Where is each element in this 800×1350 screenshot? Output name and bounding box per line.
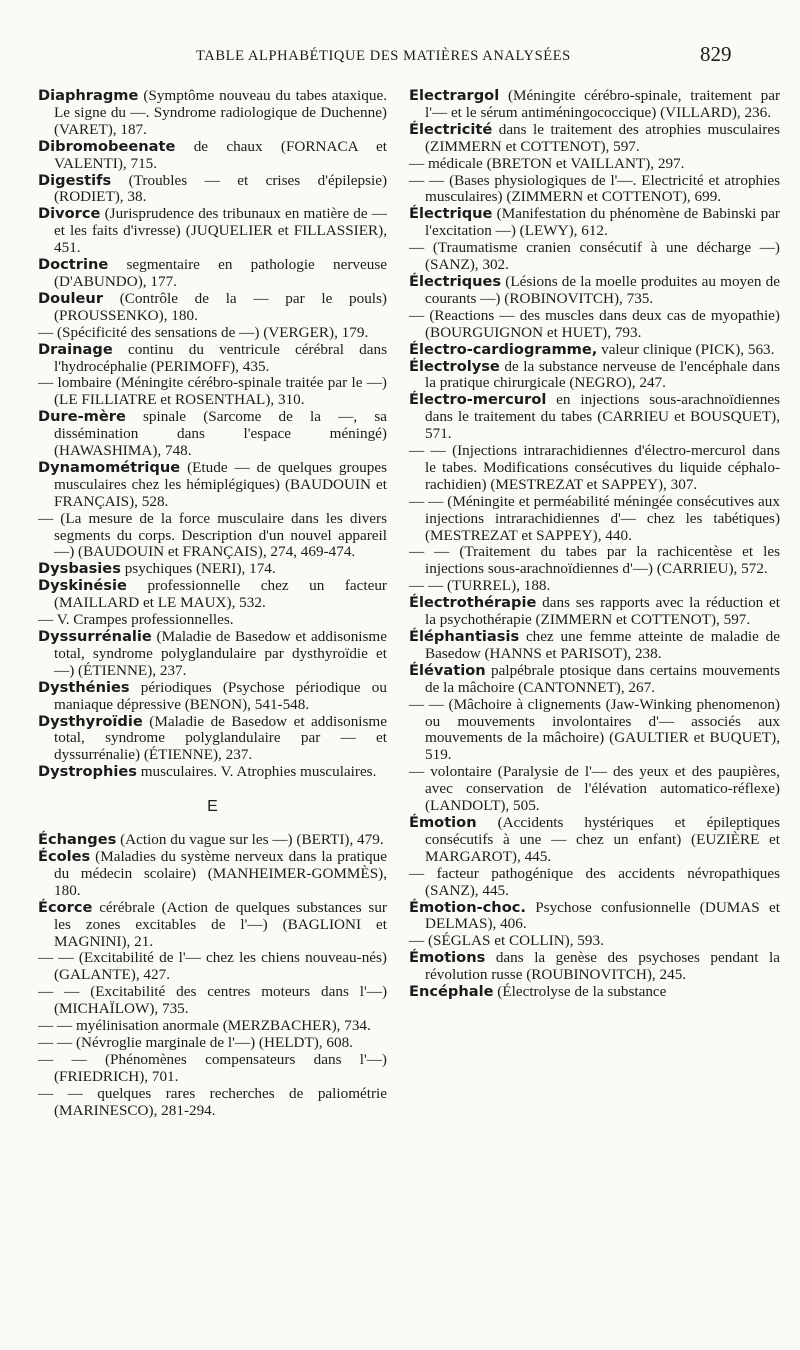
index-entry [409,156,780,173]
index-entry [38,849,387,900]
index-entry [38,1018,387,1035]
index-entry [409,578,780,595]
index-entry [38,832,387,849]
index-entry [38,460,387,511]
entry-headword: Diaphragme [38,88,139,104]
entry-headword: Digestifs [38,171,112,189]
index-entry [409,595,780,629]
entry-headword: Électricité [409,120,493,138]
index-entry [409,443,780,494]
entry-text: dans le traitement des atrophies musculaires (ZIMMERN et COTTENOT), 597. [425,120,780,155]
entry-text: spinale (Sarcome de la —, sa dissémination dans l'espace méningé) (HAWASHIMA), 748. [54,408,387,460]
entry-headword: Dynamométrique [38,458,181,476]
index-entry [409,544,780,578]
entry-text: — — (Névroglie marginale de l'—) (HELDT), 608. [38,1033,353,1051]
entry-headword: Émotion-choc. [409,898,526,916]
entry-text: — — (Excitabilité des centres moteurs dans l'—) (MICHAÏLOW), 735. [38,983,387,1018]
entry-headword: Électriques [409,272,502,290]
section-letter: E [207,798,218,816]
index-entry [38,578,387,612]
entry-text: (Etude — de quelques groupes musculaires chez les hémiplégiques) (BAUDOUIN et FRANÇAIS), 528. [54,458,387,510]
index-entry [38,325,387,342]
entry-text: de la substance nerveuse de l'encéphale dans la pratique chirurgicale (NEGRO), 247. [425,357,780,392]
entry-headword: Dyskinésie [38,577,127,595]
entry-text: (Action du vague sur les —) (BERTI), 479. [116,831,384,849]
index-entry [409,900,780,934]
entry-headword: Éléphantiasis [409,628,520,645]
index-entry [38,173,387,207]
index-entry [38,206,387,257]
entry-text: — (Reactions — des muscles dans deux cas de myopathie) (BOURGUIGNON et HUET), 793. [409,306,780,341]
entry-headword: Encéphale [409,983,494,1001]
index-entry [409,173,780,207]
entry-headword: Électrique [409,205,493,223]
index-entry [38,612,387,629]
index-entry [409,933,780,950]
entry-text: musculaires. V. Atrophies musculaires. [136,763,377,781]
entry-text: (Symptôme nouveau du tabes ataxique. Le signe du —. Syndrome radiologique de Duchenne) (VARET), 187. [54,88,387,138]
entry-text: (Jurisprudence des tribunaux en matière de — et les faits d'ivresse) (JUQUELIER et FILLASSIER), 451. [54,205,387,257]
index-entry [38,1052,387,1086]
index-entry [409,764,780,815]
index-entry [409,359,780,393]
index-column-right [409,88,780,1328]
entry-text: cérébrale (Action de quelques substances sur les zones excitables de l'—) (BAGLIONI et MAGNINI), 21. [54,898,387,950]
index-entry [38,409,387,460]
entry-text: (Méningite cérébro-spinale, traitement par l'— et le sérum antiméningococcique) (VILLARD), 236. [425,88,780,121]
index-entry [38,900,387,951]
entry-text: — — (Mâchoire à clignements (Jaw-Winking phenomenon) ou mouvements involontaires d'— associés aux mouvements de la mâchoire) (GAULTIER et BUQUET), 519. [409,695,780,764]
entry-text: — lombaire (Méningite cérébro-spinale traitée par le —) (LE FILLIATRE et ROSENTHAL), 310. [38,374,387,409]
index-entry [409,206,780,240]
entry-headword: Dysthénies [38,678,130,696]
index-entry [409,308,780,342]
entry-text: segmentaire en pathologie nerveuse (D'ABUNDO), 177. [54,256,387,290]
entry-headword: Électro-mercurol [409,391,547,409]
entry-headword: Échanges [38,831,117,849]
index-entry [38,291,387,325]
entry-text: — — (Phénomènes compensateurs dans l'—) (FRIEDRICH), 701. [38,1050,387,1085]
index-entry [409,629,780,663]
index-entry [409,494,780,545]
entry-text: — — (Injections intrarachidiennes d'électro-mercurol dans le tabes. Modifications consécutives du liquide céphalo-rachidien) (MESTREZAT et SAPPEY), 307. [409,442,780,493]
index-entry [409,950,780,984]
entry-text: (Accidents hystériques et épileptiques consécutifs à une — chez un enfant) (EUZIÈRE et MARGAROT), 445. [425,813,780,865]
entry-headword: Écoles [38,847,91,865]
index-entry [409,240,780,274]
entry-text: professionnelle chez un facteur (MAILLARD et LE MAUX), 532. [54,577,387,612]
index-entry [409,697,780,765]
index-entry [38,342,387,376]
entry-headword: Électro-cardiogramme, [409,340,598,358]
index-entry [409,392,780,443]
entry-text: — (SÉGLAS et COLLIN), 593. [409,932,604,950]
index-entry [38,1086,387,1120]
entry-text: — (Traumatisme cranien consécutif à une décharge —) (SANZ), 302. [409,239,780,274]
index-entry [409,122,780,156]
index-entry [409,88,780,122]
entry-text: de chaux (FORNACA et VALENTI), 715. [54,137,387,172]
entry-text: psychiques (NERI), 174. [120,560,276,578]
index-entry [38,375,387,409]
index-column-left [38,88,387,1328]
index-entry [38,984,387,1018]
entry-headword: Douleur [38,289,104,307]
entry-text: (Électrolyse de la substance [493,983,667,1001]
entry-text: — — (Excitabilité de l'— chez les chiens nouveau-nés) (GALANTE), 427. [38,949,387,984]
entry-headword: Divorce [38,205,101,223]
index-entry [38,714,387,765]
entry-text: — — quelques rares recherches de paliométrie (MARINESCO), 281-294. [38,1084,387,1119]
running-title: TABLE ALPHABÉTIQUE DES MATIÈRES ANALYSÉES [196,48,571,64]
entry-headword: Dysbasies [38,560,121,578]
entry-headword: Doctrine [38,256,109,274]
index-entry [409,663,780,697]
index-entry [409,866,780,900]
entry-text: (Maladie de Basedow et addisonisme total, syndrome polyglandulaire par — et dyssurrénalie) (ÉTIENNE), 237. [54,712,387,764]
entry-text: — — (Méningite et perméabilité méningée consécutives aux injections intrarachidiennes d'— chez les tabétiques) (MESTREZAT et SAPPEY), 440. [409,492,780,544]
entry-text: — facteur pathogénique des accidents névropathiques (SANZ), 445. [409,864,780,899]
entry-text: valeur clinique (PICK), 563. [597,340,775,358]
index-entry [38,1035,387,1052]
entry-text: en injections sous-arachnoïdiennes dans le traitement du tabes (CARRIEU et BOUSQUET), 571. [425,391,780,443]
entry-text: Psychose confusionnelle (DUMAS et DELMAS), 406. [425,898,780,933]
index-entry [38,139,387,173]
index-entry [38,561,387,578]
entry-text: (Manifestation du phénomène de Babinski par l'excitation —) (LEWY), 612. [425,205,780,240]
entry-text: (Contrôle de la — par le pouls) (PROUSSENKO), 180. [54,289,387,324]
index-entry [38,511,387,562]
index-entry [409,274,780,308]
entry-headword: Electrargol [409,88,500,104]
entry-headword: Électrolyse [409,357,500,375]
entry-text: (Maladie de Basedow et addisonisme total, syndrome polyglandulaire par dysthyroïdie et —) (ÉTIENNE), 237. [54,628,387,679]
index-entry [409,984,780,1001]
entry-headword: Drainage [38,340,113,358]
entry-text: — — myélinisation anormale (MERZBACHER), 734. [38,1017,371,1035]
index-entry [409,342,780,359]
entry-headword: Dystrophies [38,763,137,781]
entry-headword: Écorce [38,898,93,916]
index-entry [38,88,387,139]
entry-headword: Dure-mère [38,408,126,426]
entry-text: périodiques (Psychose périodique ou maniaque dépressive (BENON), 541-548. [54,678,387,713]
index-entry [38,629,387,680]
entry-text: dans ses rapports avec la réduction et la psychothérapie (ZIMMERN et COTTENOT), 597. [425,594,780,629]
entry-headword: Électrothérapie [409,594,537,612]
entry-headword: Émotion [409,813,477,831]
index-entry [38,950,387,984]
entry-text: — — (TURREL), 188. [409,577,551,595]
entry-text: (Troubles — et crises d'épilepsie) (RODIET), 38. [54,171,387,206]
entry-headword: Dibromobeenate [38,137,176,155]
page-number: 829 [700,42,732,66]
entry-text: — — (Bases physiologiques de l'—. Electricité et atrophies musculaires) (ZIMMERN et COTTENOT), 699. [409,171,780,206]
index-entry [38,680,387,714]
index-entry [38,257,387,291]
entry-text: (Maladies du système nerveux dans la pratique du médecin scolaire) (MANHEIMER-GOMMÈS), 180. [54,847,387,899]
page-header [0,40,800,70]
entry-headword: Émotions [409,949,486,967]
entry-text: dans la genèse des psychoses pendant la révolution russe (ROUBINOVITCH), 245. [425,949,780,984]
entry-text: — (La mesure de la force musculaire dans les divers segments du corps. Description d'un nouvel appareil —) (BAUDOUIN et FRANÇAIS), 274, 469-474. [38,509,387,561]
entry-text: — — (Traitement du tabes par la rachicentèse et les injections sous-arachnoïdiennes d'—) (CARRIEU), 572. [409,543,780,578]
index-entry [409,815,780,866]
entry-text: (Lésions de la moelle produites au moyen de courants —) (ROBINOVITCH), 735. [425,272,780,307]
index-entry [38,764,387,781]
entry-text: — médicale (BRETON et VAILLANT), 297. [409,154,685,172]
entry-text: — volontaire (Paralysie de l'— des yeux et des paupières, avec conservation de l'élévation automatico-réflexe) (LANDOLT), 505. [409,763,780,815]
entry-text: — (Spécificité des sensations de —) (VERGER), 179. [38,323,369,341]
entry-headword: Dysthyroïdie [38,712,143,730]
entry-headword: Dyssurrénalie [38,628,152,645]
entry-text: palpébrale ptosique dans certains mouvements de la mâchoire (CANTONNET), 267. [425,661,780,696]
entry-text: — V. Crampes professionnelles. [38,611,234,629]
entry-headword: Élévation [409,661,486,679]
entry-text: chez une femme atteinte de maladie de Basedow (HANNS et PARISOT), 238. [425,628,780,662]
entry-text: continu du ventricule cérébral dans l'hydrocéphalie (PERIMOFF), 435. [54,340,387,375]
